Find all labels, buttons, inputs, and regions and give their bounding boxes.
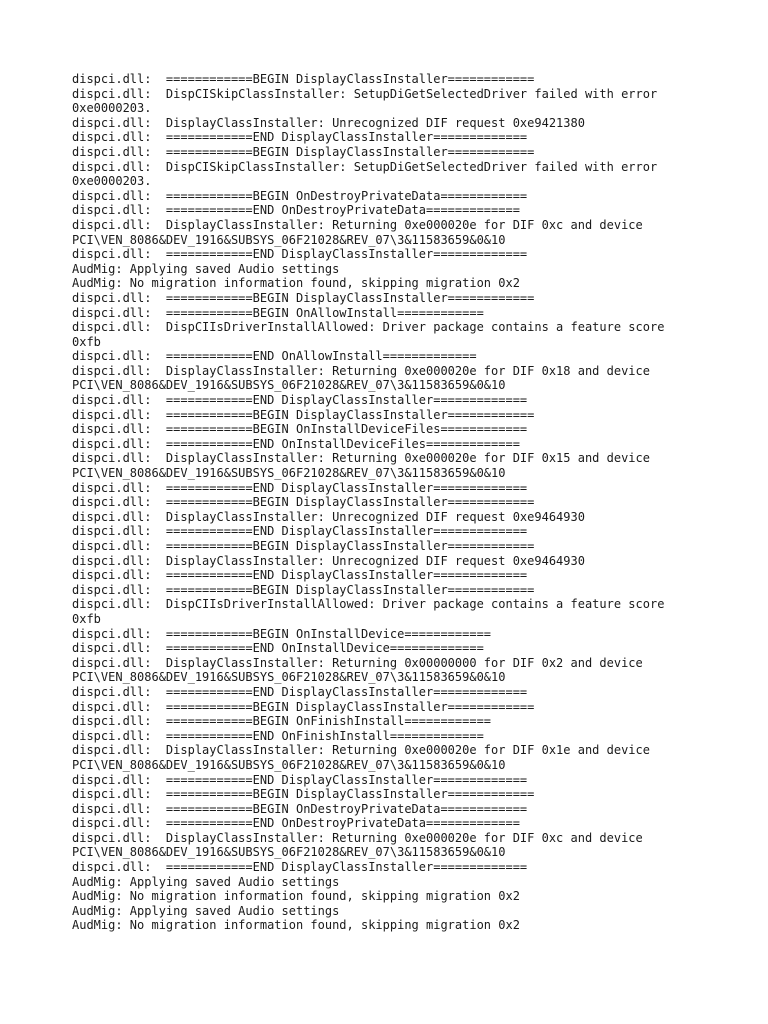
log-line: dispci.dll: ============END OnInstallDevice============= [72, 641, 484, 656]
log-line: dispci.dll: ============BEGIN OnInstallDeviceFiles============ [72, 422, 528, 437]
log-line: dispci.dll: DisplayClassInstaller: Returning 0x00000000 for DIF 0x2 and device [72, 655, 643, 670]
log-line: PCI\VEN_8086&DEV_1916&SUBSYS_06F21028&REV_07\3&11583659&0&10 [72, 757, 506, 772]
log-line: PCI\VEN_8086&DEV_1916&SUBSYS_06F21028&REV_07\3&11583659&0&10 [72, 670, 506, 685]
log-line: 0xfb [72, 611, 101, 626]
log-line: dispci.dll: ============BEGIN OnAllowInstall============ [72, 305, 484, 320]
log-line: dispci.dll: ============END OnAllowInstall============= [72, 349, 477, 364]
log-line: dispci.dll: ============END DisplayClassInstaller============= [72, 247, 528, 262]
log-line: PCI\VEN_8086&DEV_1916&SUBSYS_06F21028&REV_07\3&11583659&0&10 [72, 845, 506, 860]
log-line: dispci.dll: ============BEGIN DisplayClassInstaller============ [72, 144, 535, 159]
log-line: dispci.dll: ============BEGIN OnDestroyPrivateData============ [72, 801, 528, 816]
log-line: AudMig: Applying saved Audio settings [72, 261, 340, 276]
log-line: dispci.dll: DispCISkipClassInstaller: SetupDiGetSelectedDriver failed with error [72, 86, 658, 101]
log-line: dispci.dll: DisplayClassInstaller: Unrecognized DIF request 0xe9421380 [72, 115, 585, 130]
log-line: dispci.dll: DispCISkipClassInstaller: SetupDiGetSelectedDriver failed with error [72, 159, 658, 174]
log-line: dispci.dll: ============BEGIN DisplayClassInstaller============ [72, 72, 535, 86]
log-line: 0xfb [72, 334, 101, 349]
log-line: dispci.dll: ============BEGIN OnInstallDevice============ [72, 626, 492, 641]
log-line: dispci.dll: DisplayClassInstaller: Returning 0xe000020e for DIF 0xc and device [72, 217, 643, 232]
log-line: AudMig: No migration information found, skipping migration 0x2 [72, 889, 520, 904]
log-line: dispci.dll: ============BEGIN DisplayClassInstaller============ [72, 495, 535, 510]
log-line: 0xe0000203. [72, 101, 152, 116]
log-line: dispci.dll: ============BEGIN DisplayClassInstaller============ [72, 407, 535, 422]
log-line: dispci.dll: ============END DisplayClassInstaller============= [72, 684, 528, 699]
log-line: 0xe0000203. [72, 174, 152, 189]
log-line: dispci.dll: ============END OnInstallDeviceFiles============= [72, 436, 520, 451]
log-line: dispci.dll: ============END DisplayClassInstaller============= [72, 480, 528, 495]
log-line: dispci.dll: ============END OnDestroyPrivateData============= [72, 816, 520, 831]
log-line: dispci.dll: DisplayClassInstaller: Returning 0xe000020e for DIF 0xc and device [72, 830, 643, 845]
log-line: dispci.dll: ============END OnDestroyPrivateData============= [72, 203, 520, 218]
log-line: dispci.dll: ============END DisplayClassInstaller============= [72, 860, 528, 875]
log-line: dispci.dll: ============END DisplayClassInstaller============= [72, 524, 528, 539]
log-line: dispci.dll: DisplayClassInstaller: Returning 0xe000020e for DIF 0x15 and device [72, 451, 650, 466]
log-line: dispci.dll: DisplayClassInstaller: Unrecognized DIF request 0xe9464930 [72, 509, 585, 524]
log-line: dispci.dll: ============BEGIN OnFinishInstall============ [72, 714, 492, 729]
log-page [72, 72, 712, 933]
log-line: dispci.dll: DisplayClassInstaller: Returning 0xe000020e for DIF 0x1e and device [72, 743, 650, 758]
log-line: dispci.dll: ============END DisplayClassInstaller============= [72, 568, 528, 583]
log-line: PCI\VEN_8086&DEV_1916&SUBSYS_06F21028&REV_07\3&11583659&0&10 [72, 466, 506, 481]
log-line: dispci.dll: ============BEGIN DisplayClassInstaller============ [72, 699, 535, 714]
log-line: dispci.dll: ============END DisplayClassInstaller============= [72, 130, 528, 145]
log-line: dispci.dll: ============BEGIN OnDestroyPrivateData============ [72, 188, 528, 203]
log-line: dispci.dll: DisplayClassInstaller: Returning 0xe000020e for DIF 0x18 and device [72, 363, 650, 378]
log-line: dispci.dll: ============END OnFinishInstall============= [72, 728, 484, 743]
log-line: dispci.dll: DisplayClassInstaller: Unrecognized DIF request 0xe9464930 [72, 553, 585, 568]
log-line: AudMig: No migration information found, skipping migration 0x2 [72, 276, 520, 291]
log-line: PCI\VEN_8086&DEV_1916&SUBSYS_06F21028&REV_07\3&11583659&0&10 [72, 378, 506, 393]
log-line: dispci.dll: ============END DisplayClassInstaller============= [72, 393, 528, 408]
log-line: PCI\VEN_8086&DEV_1916&SUBSYS_06F21028&REV_07\3&11583659&0&10 [72, 232, 506, 247]
log-line: dispci.dll: ============BEGIN DisplayClassInstaller============ [72, 290, 535, 305]
log-line: AudMig: Applying saved Audio settings [72, 874, 340, 889]
log-line: dispci.dll: ============BEGIN DisplayClassInstaller============ [72, 539, 535, 553]
log-line: dispci.dll: DispCIIsDriverInstallAllowed: Driver package contains a feature score [72, 320, 665, 335]
log-line: AudMig: Applying saved Audio settings [72, 903, 340, 918]
log-line: dispci.dll: ============BEGIN DisplayClassInstaller============ [72, 582, 535, 597]
log-line: dispci.dll: ============END DisplayClassInstaller============= [72, 772, 528, 787]
log-line: dispci.dll: DispCIIsDriverInstallAllowed: Driver package contains a feature score [72, 597, 665, 612]
log-line: AudMig: No migration information found, skipping migration 0x2 [72, 918, 520, 933]
log-line: dispci.dll: ============BEGIN DisplayClassInstaller============ [72, 787, 535, 802]
